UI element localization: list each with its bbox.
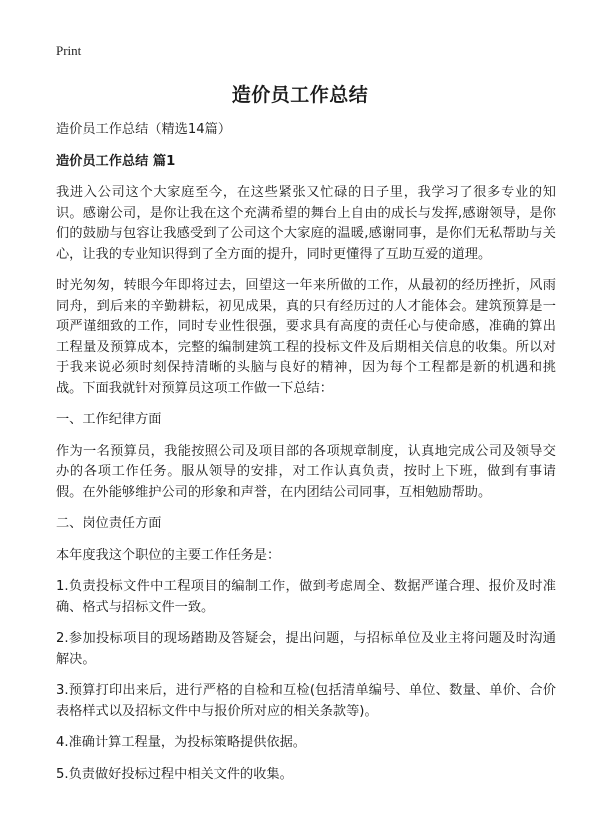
paragraph-work-discipline: 作为一名预算员，我能按照公司及项目部的各项规章制度，认真地完成公司及领导交办的各项工作任务。服从领导的安排，对工作认真负责，按时上下班，做到有事请假。在外能够维护公司的形象和声誉，在内团结公司同事，互相勉励帮助。 bbox=[56, 443, 556, 500]
heading-job-responsibility: 二、岗位责任方面 bbox=[56, 516, 162, 531]
list-item-1: 1.负责投标文件中工程项目的编制工作，做到考虑周全、数据严谨合理、报价及时准确、格式与招标文件一致。 bbox=[56, 579, 556, 615]
list-item-4: 4.准确计算工程量，为投标策略提供依据。 bbox=[56, 735, 306, 750]
heading-work-discipline: 一、工作纪律方面 bbox=[56, 412, 162, 427]
page-title: 造价员工作总结 bbox=[231, 84, 369, 106]
paragraph-tasks-intro: 本年度我这个职位的主要工作任务是： bbox=[56, 547, 281, 563]
document-body bbox=[56, 120, 556, 796]
document-subtitle: 造价员工作总结（精选14篇） bbox=[56, 122, 232, 137]
print-link[interactable]: Print bbox=[56, 43, 82, 58]
list-item-3: 3.预算打印出来后，进行严格的自检和互检(包括清单编号、单位、数量、单价、合价表格样式以及招标文件中与报价所对应的相关条款等)。 bbox=[56, 683, 556, 719]
list-item-2: 2.参加投标项目的现场踏勘及答疑会，提出问题，与招标单位及业主将问题及时沟通解决。 bbox=[56, 631, 556, 667]
paragraph-intro: 我进入公司这个大家庭至今，在这些紧张又忙碌的日子里，我学习了很多专业的知识。感谢公司，是你让我在这个充满希望的舞台上自由的成长与发挥,感谢领导，是你们的鼓励与包容让我感受到了公司这个大家庭的温暖,感谢同事，是你们无私帮助与关心，让我的专业知识得到了全方面的提升，同时更懂得了互助互爱的道理。 bbox=[56, 185, 556, 262]
section-heading: 造价员工作总结 篇1 bbox=[56, 153, 176, 169]
paragraph-overview: 时光匆匆，转眼今年即将过去，回望这一年来所做的工作，从最初的经历挫折，风雨同舟，到后来的辛勤耕耘，初见成果，真的只有经历过的人才能体会。建筑预算是一项严谨细致的工作，同时专业性很强，要求具有高度的责任心与使命感，准确的算出工程量及预算成本，完整的编制建筑工程的投标文件及后期相关信息的收集。所以对于我来说必须时刻保持清晰的头脑与良好的精神，因为每个工程都是新的机遇和挑战。下面我就针对预算员这项工作做一下总结： bbox=[56, 278, 556, 396]
list-item-5: 5.负责做好投标过程中相关文件的收集。 bbox=[56, 766, 293, 782]
